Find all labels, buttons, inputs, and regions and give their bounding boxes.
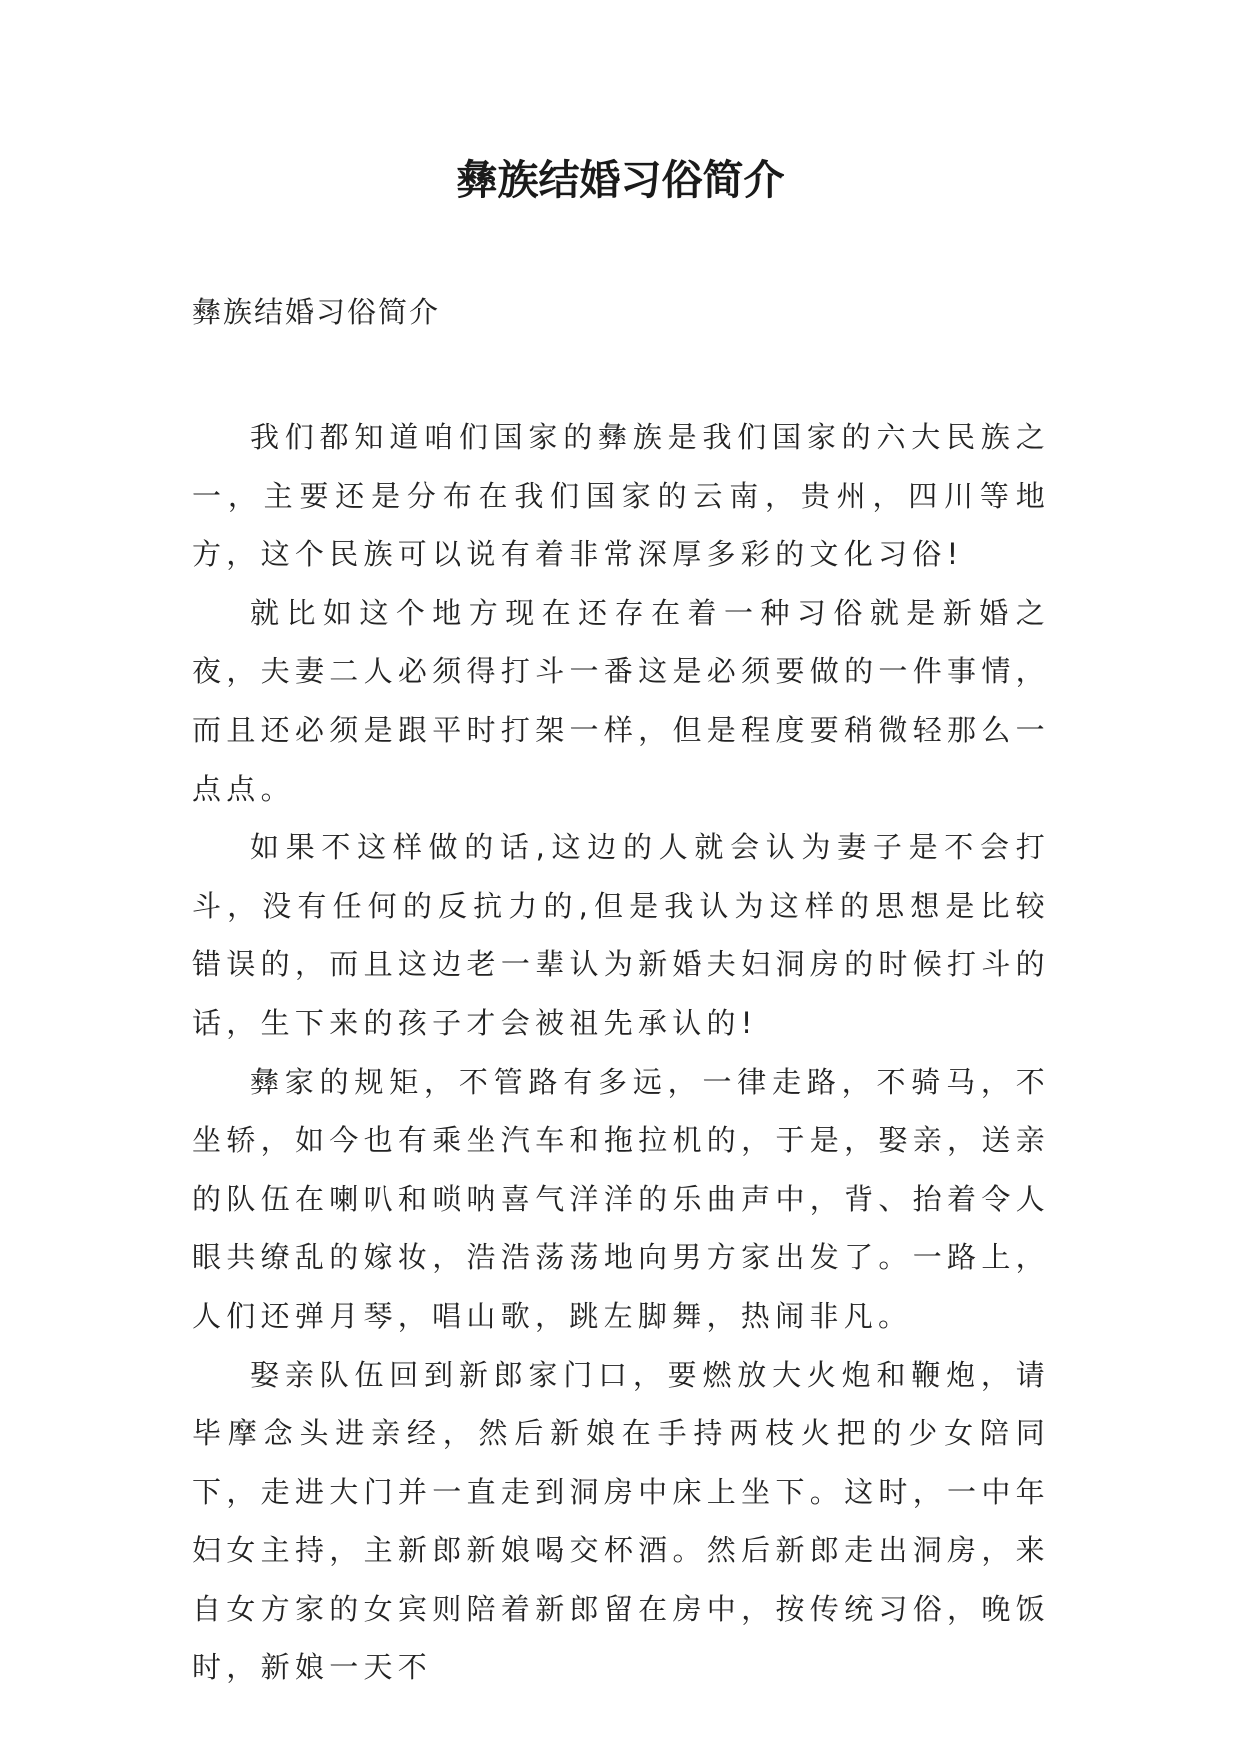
body-paragraph: 如果不这样做的话,这边的人就会认为妻子是不会打斗，没有任何的反抗力的,但是我认为这样的思想是比较错误的，而且这边老一辈认为新婚夫妇洞房的时候打斗的话，生下来的孩子才会被祖先承认的! [192,830,1050,1040]
body-paragraph: 我们都知道咱们国家的彝族是我们国家的六大民族之一，主要还是分布在我们国家的云南，贵州，四川等地方，这个民族可以说有着非常深厚多彩的文化习俗! [192,420,1050,572]
body-paragraph: 就比如这个地方现在还存在着一种习俗就是新婚之夜，夫妻二人必须得打斗一番这是必须要做的一件事情，而且还必须是跟平时打架一样，但是程度要稍微轻那么一点点。 [192,595,1050,806]
document-body [192,408,1050,1697]
document-subtitle: 彝族结婚习俗简介 [192,295,441,329]
body-paragraph: 彝家的规矩，不管路有多远，一律走路，不骑马，不坐轿，如今也有乘坐汽车和拖拉机的，于是，娶亲，送亲的队伍在喇叭和唢呐喜气洋洋的乐曲声中，背、抬着令人眼共缭乱的嫁妆，浩浩荡荡地向男方家出发了。一路上，人们还弹月琴，唱山歌，跳左脚舞，热闹非凡。 [192,1064,1050,1333]
document-title: 彝族结婚习俗简介 [456,156,785,204]
body-paragraph: 娶亲队伍回到新郎家门口，要燃放大火炮和鞭炮，请毕摩念头进亲经，然后新娘在手持两枝火把的少女陪同下，走进大门并一直走到洞房中床上坐下。这时，一中年妇女主持，主新郎新娘喝交杯酒。然后新郎走出洞房，来自女方家的女宾则陪着新郎留在房中，按传统习俗，晚饭时，新娘一天不 [192,1357,1050,1685]
